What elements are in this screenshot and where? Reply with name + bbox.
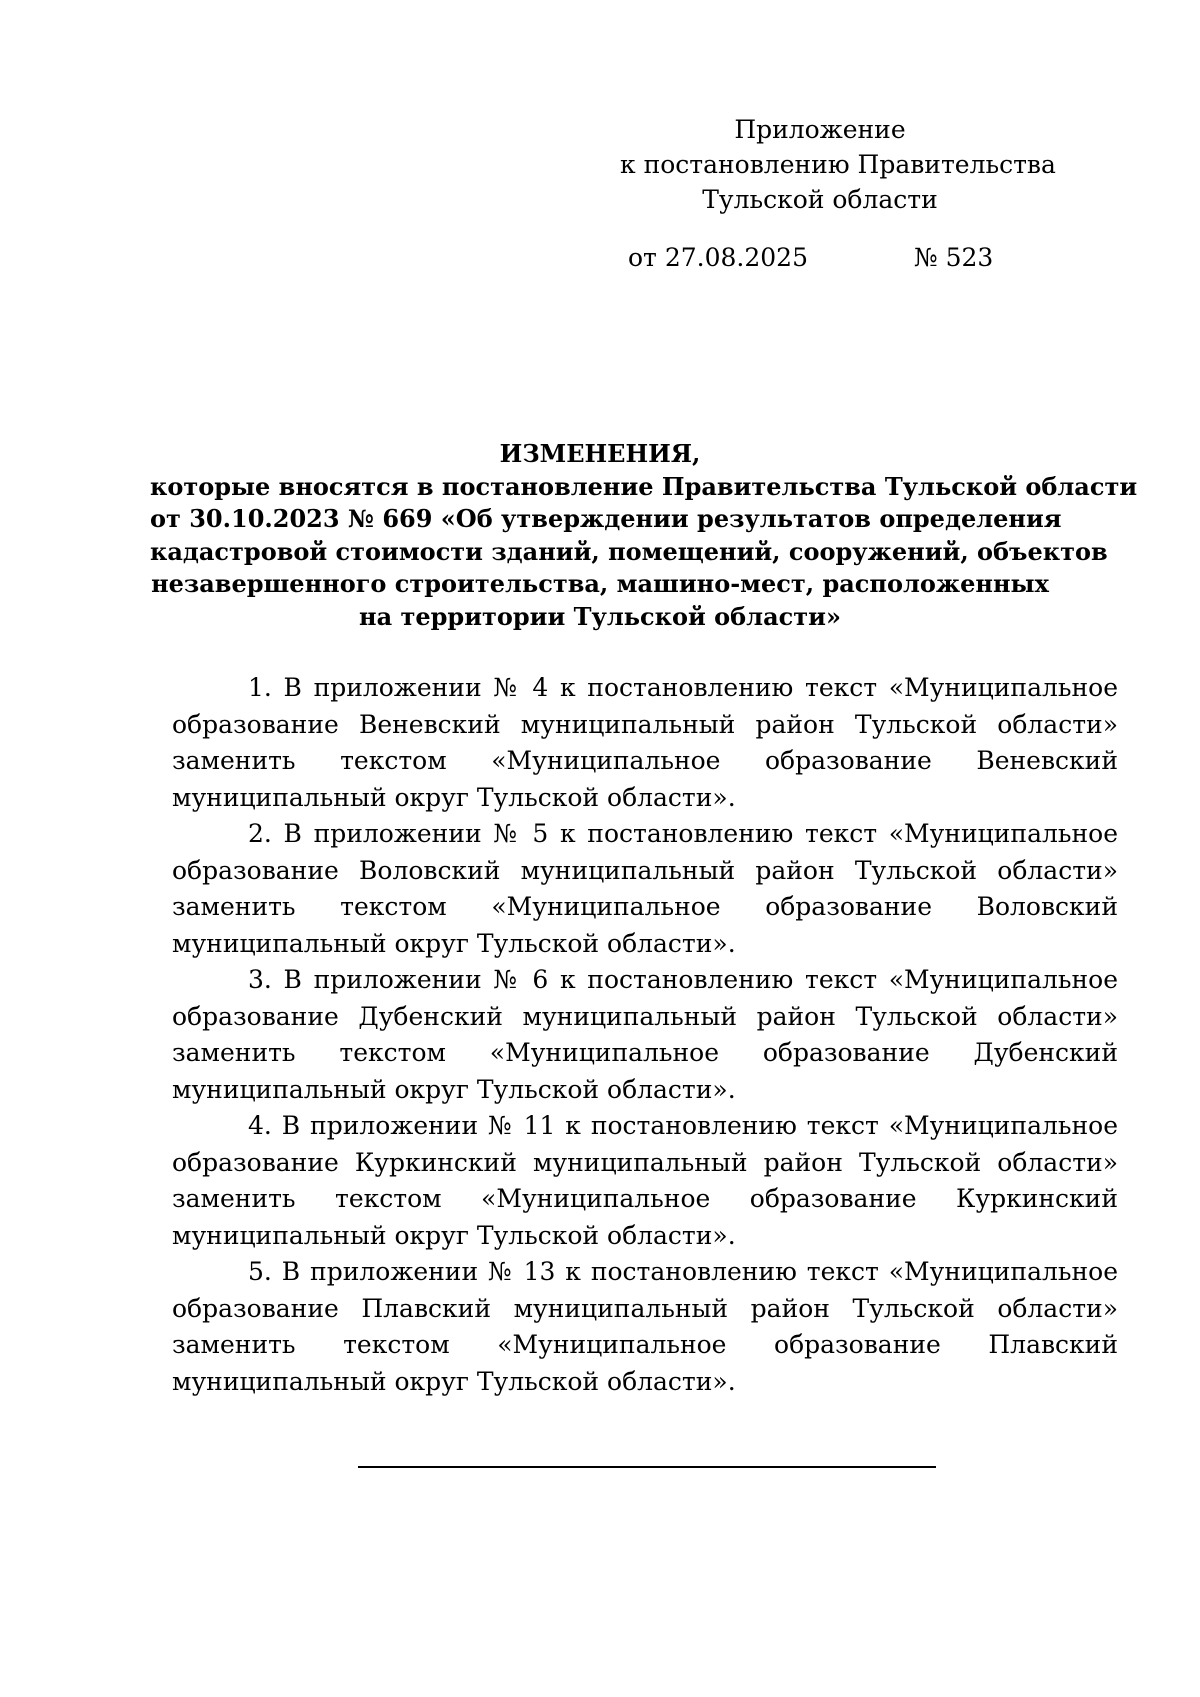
paragraph-item-1: 1. В приложении № 4 к постановлению текст «Муниципальное образование Веневский муниципальный район Тульской области» заменить текстом «Муниципальное образование Веневский муниципальный округ Тульской области». — [172, 673, 1118, 812]
document-body — [172, 670, 1118, 1400]
paragraph-item-5: 5. В приложении № 13 к постановлению текст «Муниципальное образование Плавский муниципальный район Тульской области» заменить текстом «Муниципальное образование Плавский муниципальный округ Тульской области». — [172, 1257, 1118, 1396]
paragraph-item-3: 3. В приложении № 6 к постановлению текст «Муниципальное образование Дубенский муниципальный район Тульской области» заменить текстом «Муниципальное образование Дубенский муниципальный округ Тульской области». — [172, 965, 1118, 1104]
title-line: которые вносятся в постановление Правительства Тульской области — [150, 471, 1138, 501]
end-divider — [358, 1466, 936, 1468]
approval-date: от 27.08.2025 — [628, 243, 808, 272]
document-title — [150, 438, 1138, 633]
paragraph-item-2: 2. В приложении № 5 к постановлению текст «Муниципальное образование Воловский муниципальный район Тульской области» заменить текстом «Муниципальное образование Воловский муниципальный округ Тульской области». — [172, 819, 1118, 958]
title-line: на территории Тульской области» — [359, 601, 841, 631]
title-line: незавершенного строительства, машино-мест, расположенных — [151, 569, 1049, 598]
approval-block — [620, 112, 1056, 217]
title-line: от 30.10.2023 № 669 «Об утверждении результатов определения — [150, 504, 1062, 533]
approval-line-1: Приложение — [734, 115, 906, 144]
title-line: кадастровой стоимости зданий, помещений, сооружений, объектов — [150, 536, 1108, 566]
approval-line-3: Тульской области — [702, 185, 938, 214]
approval-line-2: к постановлению Правительства — [620, 150, 1056, 179]
paragraph-item-4: 4. В приложении № 11 к постановлению текст «Муниципальное образование Куркинский муниципальный район Тульской области» заменить текстом «Муниципальное образование Куркинский муниципальный округ Тульской области». — [172, 1111, 1118, 1250]
title-heading: ИЗМЕНЕНИЯ, — [499, 439, 701, 468]
approval-number: № 523 — [914, 243, 994, 272]
